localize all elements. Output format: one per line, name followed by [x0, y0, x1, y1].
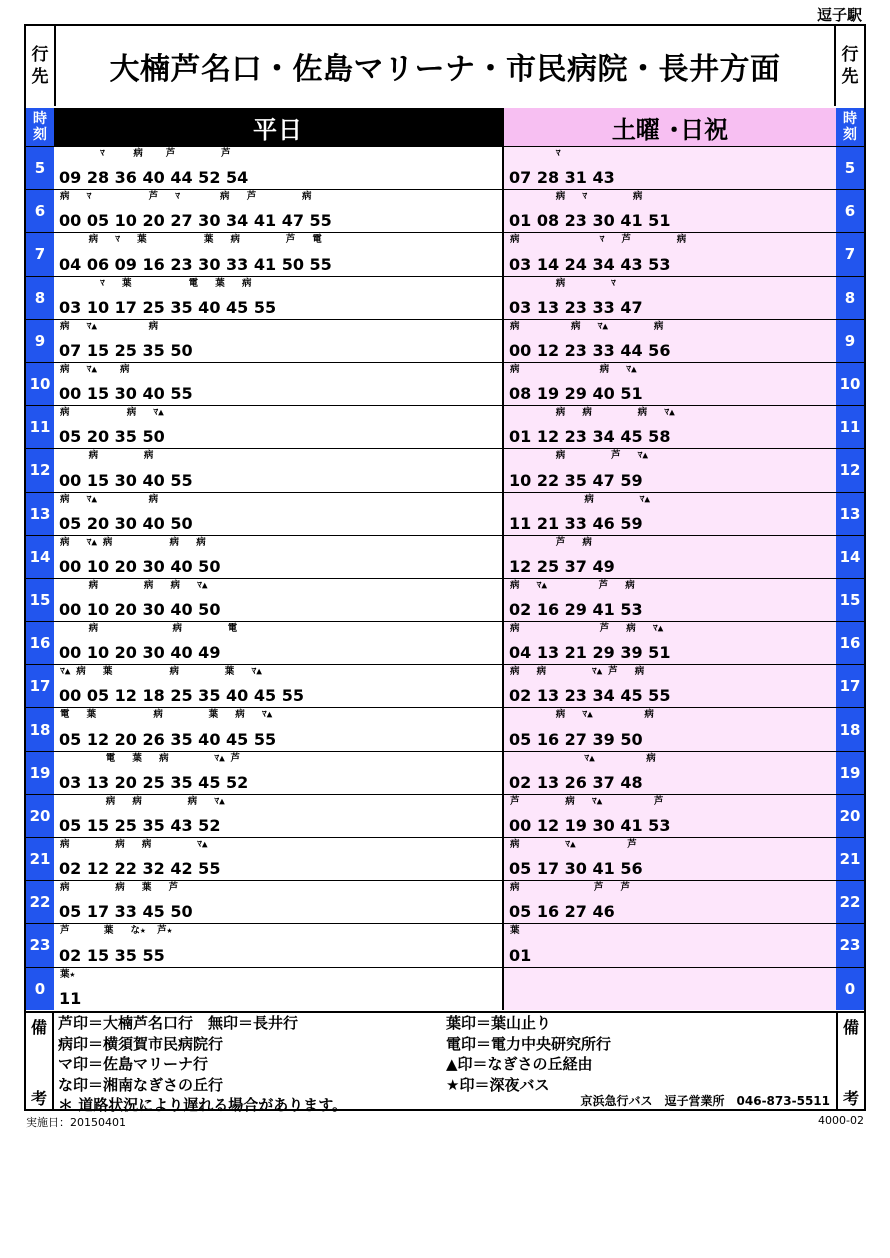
hour-label-left: 23: [26, 924, 54, 966]
hour-label-left: 10: [26, 363, 54, 405]
weekday-cell: [54, 622, 502, 664]
hour-row: [26, 146, 864, 189]
notes-left-column: [58, 1013, 347, 1116]
holiday-route-marks: 芦 病 ﾏ▲ 芦: [510, 795, 664, 807]
hour-row: [26, 621, 864, 664]
operator-info: 京浜急行バス 逗子営業所 046-873-5511: [580, 1094, 830, 1108]
weekday-departure-minutes: 03 10 17 25 35 40 45 55: [59, 297, 277, 317]
hour-label-right: 11: [836, 406, 864, 448]
weekday-departure-minutes: 05 17 33 45 50: [59, 902, 193, 922]
weekday-cell: [54, 493, 502, 535]
holiday-departure-minutes: 07 28 31 43: [509, 168, 615, 188]
holiday-route-marks: 病 ﾏ 芦 病: [510, 234, 687, 246]
hour-label-right: 13: [836, 493, 864, 535]
holiday-departure-minutes: 02 16 29 41 53: [509, 600, 643, 620]
hour-label-right: 9: [836, 320, 864, 362]
holiday-cell: [502, 493, 836, 535]
holiday-departure-minutes: 04 13 21 29 39 51: [509, 643, 671, 663]
weekday-departure-minutes: 00 05 10 20 27 30 34 41 47 55: [59, 211, 332, 231]
holiday-cell: [502, 881, 836, 923]
weekday-cell: [54, 795, 502, 837]
hour-label-right: 14: [836, 536, 864, 578]
destination-label-right: 行 先: [834, 26, 864, 106]
weekday-route-marks: 病 ﾏ 芦 ﾏ 病 芦 病: [60, 191, 312, 203]
weekday-departure-minutes: 11: [59, 988, 82, 1008]
weekday-departure-minutes: 09 28 36 40 44 52 54: [59, 168, 249, 188]
weekday-departure-minutes: 00 10 20 30 40 49: [59, 643, 221, 663]
holiday-header: 土曜 ･日祝: [502, 108, 836, 146]
hour-label-left: 8: [26, 277, 54, 319]
weekday-route-marks: ﾏ 病 芦 芦: [60, 148, 231, 159]
note-line: 病印＝横須賀市民病院行: [58, 1034, 224, 1053]
hour-label-right: 22: [836, 881, 864, 923]
weekday-departure-minutes: 00 05 12 18 25 35 40 45 55: [59, 686, 304, 706]
hour-header-left: 時 刻: [26, 108, 54, 146]
holiday-route-marks: 病 ﾏ▲: [510, 493, 651, 505]
holiday-cell: [502, 190, 836, 232]
weekday-cell: [54, 406, 502, 448]
hour-row: [26, 837, 864, 880]
holiday-cell: [502, 752, 836, 794]
hour-label-left: 17: [26, 665, 54, 707]
weekday-route-marks: 電 葉 病 ﾏ▲ 芦: [60, 752, 241, 764]
hour-label-left: 20: [26, 795, 54, 837]
hour-label-left: 14: [26, 536, 54, 578]
timetable-rows: [26, 146, 864, 1010]
weekday-departure-minutes: 04 06 09 16 23 30 33 41 50 55: [59, 254, 332, 274]
weekday-departure-minutes: 02 15 35 55: [59, 945, 165, 965]
hour-label-right: 19: [836, 752, 864, 794]
holiday-departure-minutes: 01 12 23 34 45 58: [509, 427, 671, 447]
weekday-route-marks: 病 病 病 ﾏ▲: [60, 579, 208, 591]
weekday-header: 平日: [54, 108, 502, 146]
weekday-route-marks: 病 病 ﾏ▲: [60, 407, 164, 419]
weekday-departure-minutes: 00 15 30 40 55: [59, 470, 193, 490]
hour-row: [26, 492, 864, 535]
timetable-frame: [24, 24, 866, 1114]
holiday-route-marks: 病 芦 病 ﾏ▲: [510, 623, 664, 635]
holiday-route-marks: 病 病 ﾏ▲ 芦 病: [510, 666, 645, 678]
holiday-cell: [502, 320, 836, 362]
holiday-departure-minutes: 01: [509, 945, 532, 965]
hour-label-right: 6: [836, 190, 864, 232]
weekday-route-marks: 病 ﾏ▲ 病: [60, 320, 159, 332]
holiday-route-marks: 葉: [510, 925, 520, 937]
weekday-route-marks: 病 ﾏ▲ 病 病 病: [60, 536, 206, 548]
weekday-route-marks: 病 病: [60, 450, 154, 462]
hour-label-left: 15: [26, 579, 54, 621]
holiday-departure-minutes: 11 21 33 46 59: [509, 513, 643, 533]
effective-date: 実施日：20150401: [26, 1116, 126, 1129]
holiday-route-marks: 病 病 ﾏ▲: [510, 363, 637, 375]
holiday-route-marks: 病 ﾏ▲ 芦: [510, 839, 637, 850]
holiday-route-marks: 病 ﾏ▲ 芦 病: [510, 579, 635, 591]
document-code: 4000-02: [818, 1114, 864, 1127]
hour-label-right: 15: [836, 579, 864, 621]
holiday-route-marks: ﾏ: [510, 148, 561, 159]
hour-label-left: 6: [26, 190, 54, 232]
hour-label-right: 10: [836, 363, 864, 405]
station-name: 逗子駅: [816, 6, 862, 24]
weekday-route-marks: 病 ﾏ▲ 病: [60, 493, 159, 505]
holiday-departure-minutes: 00 12 19 30 41 53: [509, 816, 671, 835]
holiday-route-marks: 病 芦 ﾏ▲: [510, 450, 649, 462]
hour-label-left: 18: [26, 708, 54, 750]
weekday-cell: [54, 881, 502, 923]
holiday-departure-minutes: 03 13 23 33 47: [509, 297, 643, 317]
hour-row: [26, 923, 864, 966]
weekday-departure-minutes: 03 13 20 25 35 45 52: [59, 772, 249, 792]
holiday-cell: [502, 363, 836, 405]
holiday-departure-minutes: 02 13 23 34 45 55: [509, 686, 671, 706]
hour-label-right: 7: [836, 233, 864, 275]
hour-label-right: 20: [836, 795, 864, 837]
hour-row: [26, 880, 864, 923]
weekday-cell: [54, 579, 502, 621]
destination-header: [26, 26, 864, 110]
note-line: 電印＝電力中央研究所行: [446, 1034, 612, 1053]
holiday-route-marks: 芦 病: [510, 536, 592, 548]
holiday-departure-minutes: 00 12 23 33 44 56: [509, 340, 671, 360]
holiday-route-marks: ﾏ▲ 病: [510, 752, 656, 764]
holiday-route-marks: 病 病 病 ﾏ▲: [510, 407, 675, 419]
weekday-cell: [54, 363, 502, 405]
note-line: ★印＝深夜バス: [446, 1075, 550, 1094]
hour-label-left: 5: [26, 147, 54, 189]
holiday-departure-minutes: 05 17 30 41 56: [509, 859, 643, 879]
holiday-cell: [502, 579, 836, 621]
holiday-cell: [502, 968, 836, 1010]
hour-label-left: 9: [26, 320, 54, 362]
weekday-route-marks: 芦 葉 な★ 芦★: [60, 925, 173, 937]
hour-label-left: 22: [26, 881, 54, 923]
weekday-departure-minutes: 00 10 20 30 40 50: [59, 556, 221, 576]
hour-row: [26, 664, 864, 707]
holiday-cell: [502, 924, 836, 966]
hour-label-left: 12: [26, 449, 54, 491]
holiday-cell: [502, 838, 836, 880]
hour-label-left: 21: [26, 838, 54, 880]
holiday-cell: [502, 406, 836, 448]
column-header: [26, 108, 864, 146]
hour-row: [26, 319, 864, 362]
holiday-departure-minutes: 01 08 23 30 41 51: [509, 211, 671, 231]
holiday-cell: [502, 708, 836, 750]
holiday-cell: [502, 277, 836, 319]
weekday-departure-minutes: 05 12 20 26 35 40 45 55: [59, 729, 277, 749]
hour-row: [26, 794, 864, 837]
hour-label-right: 21: [836, 838, 864, 880]
hour-row: [26, 751, 864, 794]
weekday-cell: [54, 665, 502, 707]
weekday-route-marks: ﾏ▲ 病 葉 病 葉 ﾏ▲: [60, 666, 262, 678]
weekday-departure-minutes: 00 15 30 40 55: [59, 384, 193, 404]
hour-label-right: 12: [836, 449, 864, 491]
holiday-departure-minutes: 03 14 24 34 43 53: [509, 254, 671, 274]
holiday-route-marks: 病 病 ﾏ▲ 病: [510, 320, 664, 332]
hour-label-left: 13: [26, 493, 54, 535]
holiday-departure-minutes: 08 19 29 40 51: [509, 384, 643, 404]
weekday-cell: [54, 924, 502, 966]
weekday-cell: [54, 449, 502, 491]
hour-label-left: 11: [26, 406, 54, 448]
holiday-departure-minutes: 12 25 37 49: [509, 556, 615, 576]
hour-row: [26, 405, 864, 448]
notes-label-left: 備 考: [26, 1013, 54, 1111]
weekday-cell: [54, 233, 502, 275]
note-line: 葉印＝葉山止り: [446, 1014, 552, 1032]
hour-row: [26, 362, 864, 405]
holiday-departure-minutes: 05 16 27 39 50: [509, 729, 643, 749]
weekday-route-marks: 病 ﾏ▲ 病: [60, 363, 130, 375]
weekday-cell: [54, 838, 502, 880]
holiday-cell: [502, 665, 836, 707]
weekday-cell: [54, 277, 502, 319]
holiday-cell: [502, 147, 836, 189]
hour-row: [26, 448, 864, 491]
destination-title: 大楠芦名口・佐島マリーナ・市民病院・長井方面: [109, 52, 781, 87]
weekday-route-marks: 電 葉 病 葉 病 ﾏ▲: [60, 709, 273, 721]
hour-row: [26, 967, 864, 1010]
hour-label-right: 17: [836, 665, 864, 707]
notes-section: [26, 1011, 864, 1114]
hour-label-left: 7: [26, 233, 54, 275]
hour-row: [26, 535, 864, 578]
weekday-cell: [54, 147, 502, 189]
hour-label-right: 23: [836, 924, 864, 966]
hour-header-right: 時 刻: [836, 108, 864, 146]
holiday-cell: [502, 233, 836, 275]
hour-row: [26, 189, 864, 232]
weekday-route-marks: 葉★: [60, 968, 76, 980]
weekday-route-marks: 病 病 病 ﾏ▲: [60, 795, 225, 807]
notes-label-right: 備 考: [836, 1013, 864, 1111]
hour-label-left: 16: [26, 622, 54, 664]
hour-label-right: 18: [836, 708, 864, 750]
destination-label-left: 行 先: [26, 26, 56, 106]
weekday-route-marks: 病 ﾏ 葉 葉 病 芦 電: [60, 234, 322, 246]
holiday-cell: [502, 449, 836, 491]
weekday-departure-minutes: 05 15 25 35 43 52: [59, 816, 221, 835]
weekday-departure-minutes: 00 10 20 30 40 50: [59, 600, 221, 620]
note-line: 芦印＝大楠芦名口行 無印＝長井行: [58, 1014, 299, 1032]
note-line: ▲印＝なぎさの丘経由: [446, 1055, 593, 1073]
holiday-departure-minutes: 10 22 35 47 59: [509, 470, 643, 490]
note-line: ＊ 道路状況により遅れる場合があります。: [58, 1096, 348, 1114]
holiday-cell: [502, 795, 836, 837]
weekday-cell: [54, 536, 502, 578]
holiday-route-marks: 病 ﾏ: [510, 277, 616, 289]
hour-label-right: 5: [836, 147, 864, 189]
weekday-departure-minutes: 07 15 25 35 50: [59, 340, 193, 360]
weekday-cell: [54, 968, 502, 1010]
holiday-route-marks: 病 ﾏ 病: [510, 191, 643, 203]
weekday-departure-minutes: 05 20 35 50: [59, 427, 165, 447]
weekday-route-marks: 病 病 電: [60, 623, 238, 635]
note-line: な印＝湘南なぎさの丘行: [58, 1075, 224, 1094]
weekday-route-marks: 病 病 病 ﾏ▲: [60, 839, 208, 850]
holiday-route-marks: 病 芦 芦: [510, 882, 631, 894]
holiday-departure-minutes: 02 13 26 37 48: [509, 772, 643, 792]
hour-label-left: 19: [26, 752, 54, 794]
holiday-departure-minutes: 05 16 27 46: [509, 902, 615, 922]
holiday-route-marks: 病 ﾏ▲ 病: [510, 709, 654, 721]
weekday-cell: [54, 320, 502, 362]
holiday-cell: [502, 536, 836, 578]
hour-label-right: 0: [836, 968, 864, 1010]
weekday-cell: [54, 708, 502, 750]
holiday-cell: [502, 622, 836, 664]
weekday-cell: [54, 190, 502, 232]
weekday-departure-minutes: 02 12 22 32 42 55: [59, 859, 221, 879]
hour-row: [26, 232, 864, 275]
note-line: マ印＝佐島マリーナ行: [58, 1055, 209, 1073]
hour-label-right: 8: [836, 277, 864, 319]
weekday-route-marks: 病 病 葉 芦: [60, 882, 179, 894]
hour-row: [26, 276, 864, 319]
hour-row: [26, 707, 864, 750]
weekday-route-marks: ﾏ 葉 電 葉 病: [60, 277, 252, 289]
notes-right-column: [446, 1013, 611, 1095]
hour-label-right: 16: [836, 622, 864, 664]
weekday-departure-minutes: 05 20 30 40 50: [59, 513, 193, 533]
hour-row: [26, 578, 864, 621]
hour-label-left: 0: [26, 968, 54, 1010]
weekday-cell: [54, 752, 502, 794]
